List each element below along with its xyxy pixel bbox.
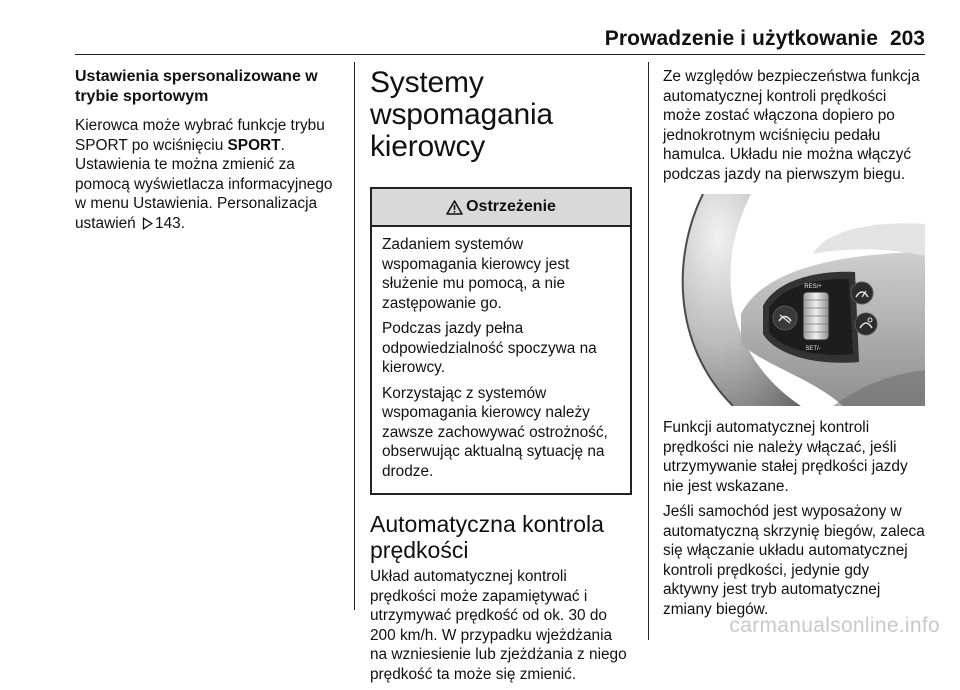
cruise-control-paragraph: Układ automatycznej kontroli prędkości może zapamiętywać i utrzymywać prędkość od ok. 30 do 200 km/h. W przypadku wjeżdżania na wzniesienie lub zjeżdżania z niego prędkość ta może się zmienić. [370,568,627,683]
warning-body [372,227,630,493]
text-run: . Ustawienia te można zmienić za pomocą wyświetlacza informacyjnego w menu Ustawienia. Personalizacja ustawień [75,136,333,232]
warning-header [372,189,630,227]
driver-assistance-title: Systemy wspomagania kierowcy [370,66,553,163]
warning-box [370,187,632,495]
text-run: Kierowca może wybrać funkcje trybu SPORT po wciśnięciu [75,117,325,154]
column-divider-1 [354,62,355,610]
text-run: . [180,214,185,232]
warning-triangle-icon [446,200,463,215]
page-reference[interactable]: 143 [155,214,181,232]
sport-label: SPORT [227,136,281,154]
cruise-control-title: Automatyczna kontrola prędkości [370,511,604,563]
header-rule [75,54,925,55]
personalized-settings-text [75,116,345,235]
automatic-gearbox-paragraph: Jeśli samochód jest wyposażony w automatyczną skrzynię biegów, zaleca się włączanie układu automatycznej kontroli prędkości, jedynie gdy aktywny jest tryb automatycznej zmiany biegów. [663,503,925,618]
warning-paragraph: Podczas jazdy pełna odpowiedzialność spoczywa na kierowcy. [382,320,597,376]
page-number: 203 [889,27,925,50]
column-left [75,67,345,241]
watermark: carmanualsonline.info [729,614,940,637]
chapter-title: Prowadzenie i użytkowanie [604,27,878,50]
safety-paragraph: Ze względów bezpieczeństwa funkcja automatycznej kontroli prędkości może zostać włączona dopiero po jednokrotnym wciśnięciu pedału hamulca. Układu nie można włączyć podczas jazdy na pierwszym biegu. [663,68,920,183]
column-right [663,67,925,625]
warning-paragraph: Zadaniem systemów wspomagania kierowcy jest służenie mu pomocą, a nie zastępowanie go. [382,236,570,312]
column-divider-2 [648,62,649,640]
res-button-label: RES/+ [804,284,822,290]
set-button-label: SET/- [805,346,821,352]
page-reference-triangle-icon [142,216,153,236]
cruise-warning-paragraph: Funkcji automatycznej kontroli prędkości nie należy włączać, jeśli utrzymywanie stałej prędkości jazdy nie jest wskazane. [663,419,908,495]
personalized-settings-heading: Ustawienia spersonalizowane w trybie sportowym [75,68,318,105]
warning-label: Ostrzeżenie [466,198,556,215]
steering-wheel-figure [663,194,925,406]
column-middle [370,67,632,690]
warning-paragraph: Korzystając z systemów wspomagania kierowcy należy zawsze zachowywać ostrożność, obserwując aktualną sytuację na drodze. [382,384,608,480]
